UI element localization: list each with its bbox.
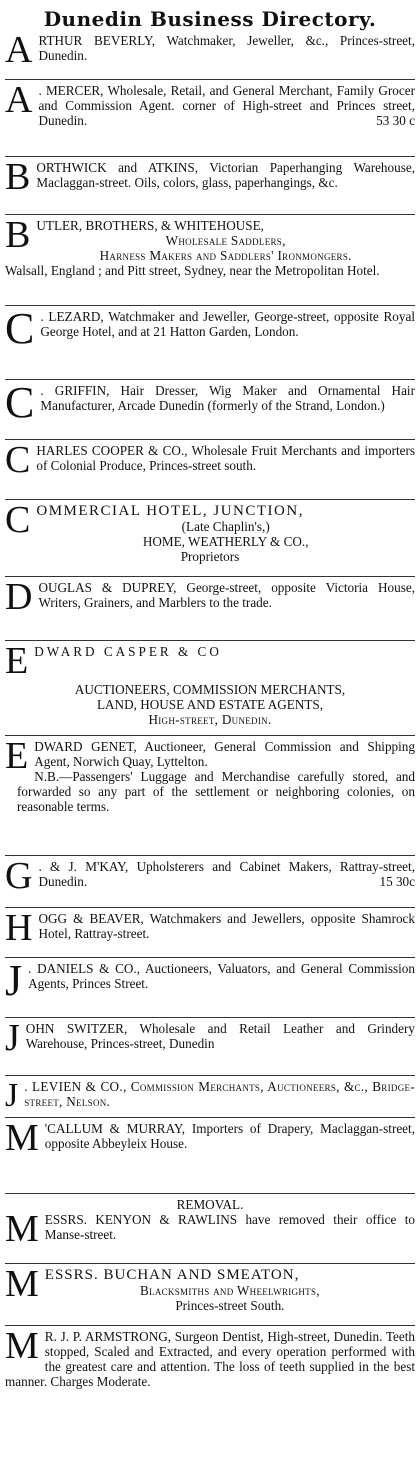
drop-cap: M <box>5 1208 39 1250</box>
listing-text: 'CALLUM & MURRAY, Importers of Drapery, Maclaggan-street, opposite Abbeyleix House. <box>44 1121 415 1151</box>
listing-mckay <box>5 856 415 908</box>
listing-ref: 15 30c <box>379 874 415 889</box>
drop-cap: C <box>5 440 31 481</box>
listing-text: . LEVIEN & CO., Commission Merchants, Auctioneers, &c., Bridge-street, Nelson. <box>24 1079 415 1109</box>
listing-kenyon <box>5 1194 415 1264</box>
listing-text: . & J. M'KAY, Upholsterers and Cabinet Makers, Rattray-street, Dunedin. <box>38 859 415 889</box>
listing-subline: Blacksmiths and Wheelwrights, <box>139 1283 320 1298</box>
listing-subline: Proprietors <box>180 549 240 564</box>
listing-text: UTLER, BROTHERS, & WHITEHOUSE, <box>36 218 264 233</box>
listing-subline: Wholesale Saddlers, <box>165 233 286 248</box>
page-title: Dunedin Business Directory. <box>43 7 377 31</box>
listing-text: . MERCER, Wholesale, Retail, and General Merchant, Family Grocer and Commission Agent. corner of High-street and Princes street, Dunedin. <box>38 83 415 128</box>
listing-text: ESSRS. KENYON & RAWLINS have removed their office to Manse-street. <box>44 1212 415 1242</box>
drop-cap: C <box>5 380 35 427</box>
listing-butler <box>5 215 415 306</box>
listing-lezard <box>5 306 415 380</box>
listing-text: . GRIFFIN, Hair Dresser, Wig Maker and Ornamental Hair Manufacturer, Arcade Dunedin (formerly of the Strand, London.) <box>40 383 415 413</box>
listing-text: ORTHWICK and ATKINS, Victorian Paperhanging Warehouse, Maclaggan-street. Oils, colors, glass, paperhangings, &c. <box>36 160 415 190</box>
notice-heading: REMOVAL. <box>176 1197 244 1212</box>
listing-subline: N.B.—Passengers' Luggage and Merchandise carefully stored, and forwarded so any part of the settlement or neighboring colonies, on reasonable terms. <box>17 769 415 814</box>
listing-mercer <box>5 80 415 157</box>
listing-text: R. J. P. ARMSTRONG, Surgeon Dentist, High-street, Dunedin. Teeth stopped, Scaled and Extracted, and every operation performed with the greatest care and attention. The loss of teeth supplied in the best manner. Charges Moderate. <box>5 1329 415 1389</box>
drop-cap: E <box>5 641 29 682</box>
drop-cap: J <box>5 958 23 1005</box>
drop-cap: J <box>5 1018 20 1059</box>
drop-cap: D <box>5 577 33 618</box>
drop-cap: M <box>5 1118 39 1159</box>
drop-cap: B <box>5 215 31 256</box>
listing-text: DWARD GENET, Auctioneer, General Commission and Shipping Agent, Norwich Quay, Lyttelton. <box>34 739 415 769</box>
listing-armstrong <box>5 1326 415 1416</box>
listing-subline: HOME, WEATHERLY & CO., <box>142 534 309 549</box>
listing-text: DWARD CASPER & CO <box>34 644 222 659</box>
listing-mccallum <box>5 1118 415 1194</box>
listing-text: RTHUR BEVERLY, Watchmaker, Jeweller, &c., Princes-street, Dunedin. <box>38 33 415 63</box>
listing-casper <box>5 641 415 736</box>
drop-cap: A <box>5 80 33 121</box>
listing-griffin <box>5 380 415 440</box>
drop-cap: H <box>5 908 33 949</box>
drop-cap: J <box>5 1077 19 1114</box>
listing-buchan <box>5 1264 415 1326</box>
listing-ref: 53 30 c <box>376 113 415 128</box>
drop-cap: C <box>5 500 31 541</box>
listing-text: OMMERCIAL HOTEL, JUNCTION, <box>36 503 304 519</box>
listing-hogg <box>5 908 415 958</box>
listing-text: HARLES COOPER & CO., Wholesale Fruit Merchants and importers of Colonial Produce, Princes-street south. <box>36 443 415 473</box>
drop-cap: G <box>5 856 33 897</box>
listing-text: . DANIELS & CO., Auctioneers, Valuators, and General Commission Agents, Princes Street. <box>28 961 415 991</box>
listing-switzer <box>5 1018 415 1076</box>
drop-cap: B <box>5 157 31 198</box>
drop-cap: M <box>5 1264 39 1305</box>
listing-douglas <box>5 577 415 641</box>
listing-borthwick <box>5 157 415 215</box>
listing-genet <box>5 736 415 856</box>
listing-daniels <box>5 958 415 1018</box>
listing-text: ESSRS. BUCHAN AND SMEATON, <box>44 1267 300 1283</box>
listing-subline: Harness Makers and Saddlers' Ironmongers. <box>99 248 352 263</box>
listing-text: OHN SWITZER, Wholesale and Retail Leather and Grindery Warehouse, Princes-street, Dunedin <box>25 1021 415 1051</box>
listing-subline: LAND, HOUSE AND ESTATE AGENTS, <box>96 697 324 712</box>
drop-cap: M <box>5 1326 39 1367</box>
listing-text: OUGLAS & DUPREY, George-street, opposite Victoria House, Writers, Grainers, and Marblers to the trade. <box>38 580 415 610</box>
listing-levien <box>5 1076 415 1118</box>
listing-text: . LEZARD, Watchmaker and Jeweller, George-street, opposite Royal George Hotel, and at 21 Hatton Garden, London. <box>40 309 415 339</box>
listing-commercial-hotel <box>5 500 415 577</box>
drop-cap: A <box>5 30 33 71</box>
listing-subline: High-street, Dunedin. <box>148 712 272 727</box>
listing-beverly <box>5 30 415 80</box>
listing-cooper <box>5 440 415 500</box>
listing-subline: Walsall, England ; and Pitt street, Sydney, near the Metropolitan Hotel. <box>5 263 380 278</box>
drop-cap: C <box>5 306 35 353</box>
listing-subline: AUCTIONEERS, COMMISSION MERCHANTS, <box>74 682 346 697</box>
drop-cap: E <box>5 736 29 777</box>
listing-text: OGG & BEAVER, Watchmakers and Jewellers, opposite Shamrock Hotel, Rattray-street. <box>38 911 415 941</box>
listing-subline: (Late Chaplin's,) <box>181 519 270 534</box>
listing-subline: Princes-street South. <box>175 1298 285 1313</box>
